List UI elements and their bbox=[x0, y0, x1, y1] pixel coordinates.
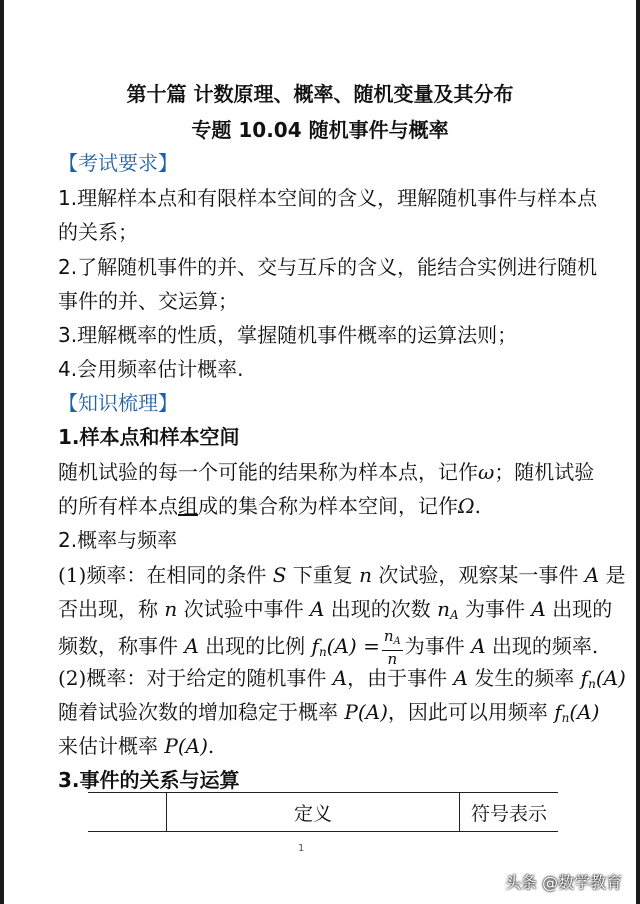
table-header-cell bbox=[88, 793, 167, 832]
section-exam-requirements: 【考试要求】 bbox=[58, 151, 178, 175]
sample-space-text: 随机试验的每一个可能的结果称为样本点，记作ω；随机试验 bbox=[58, 460, 595, 484]
sample-space-text: 的所有样本点组成的集合称为样本空间，记作Ω. bbox=[58, 494, 481, 518]
page-number: 1 bbox=[298, 843, 305, 854]
chapter-title: 第十篇 计数原理、概率、随机变量及其分布 bbox=[126, 82, 514, 106]
heading-probability-frequency: 2.概率与频率 bbox=[58, 528, 178, 552]
exam-item: 4.会用频率估计概率. bbox=[58, 357, 244, 381]
table-header-row bbox=[88, 793, 558, 832]
frequency-fraction: $\frac{n_A}{n}$ bbox=[383, 627, 401, 668]
watermark: 头条 @数学教育 bbox=[505, 873, 623, 892]
table-header-cell: 符号表示 bbox=[460, 793, 559, 832]
section-knowledge: 【知识梳理】 bbox=[58, 391, 178, 415]
probability-text: (2)概率：对于给定的随机事件 A，由于事件 A 发生的频率 $f_n(A)$ bbox=[58, 666, 626, 691]
probability-text: 随着试验次数的增加稳定于概率 P(A)，因此可以用频率 $f_n(A)$ bbox=[58, 700, 600, 725]
exam-item: 的关系； bbox=[58, 220, 138, 244]
exam-item: 2.了解随机事件的并、交与互斥的含义，能结合实例进行随机 bbox=[58, 255, 598, 279]
table-header-cell: 定义 bbox=[167, 793, 460, 832]
heading-event-relations: 3.事件的关系与运算 bbox=[58, 768, 240, 792]
frequency-text: 否出现，称 n 次试验中事件 A 出现的次数 $n_A$ 为事件 A 出现的 bbox=[58, 597, 613, 622]
probability-text: 来估计概率 P(A). bbox=[58, 734, 215, 758]
heading-sample-space: 1.样本点和样本空间 bbox=[58, 425, 240, 449]
exam-item: 1.理解样本点和有限样本空间的含义，理解随机事件与样本点 bbox=[58, 186, 598, 210]
frequency-text: 频数，称事件 A 出现的比例 $f_n(A)$ = $\frac{n_A}{n}$ 为事件 A 出现的频率. bbox=[58, 627, 599, 668]
topic-title: 专题 10.04 随机事件与概率 bbox=[191, 118, 449, 142]
exam-item: 3.理解概率的性质，掌握随机事件概率的运算法则； bbox=[58, 323, 518, 347]
event-relations-table bbox=[88, 792, 558, 832]
frequency-text: (1)频率：在相同的条件 S 下重复 n 次试验，观察某一事件 A 是 bbox=[58, 563, 626, 587]
exam-item: 事件的并、交运算； bbox=[58, 289, 238, 313]
